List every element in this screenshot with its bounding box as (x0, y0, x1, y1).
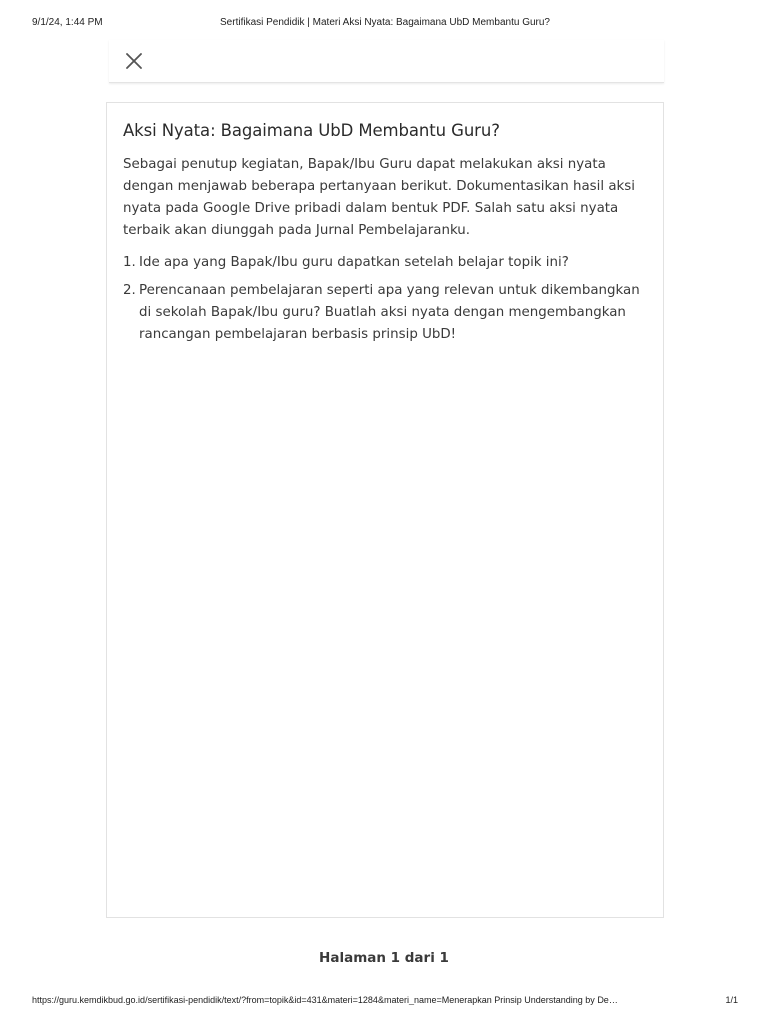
list-item (123, 280, 647, 346)
intro-paragraph: Sebagai penutup kegiatan, Bapak/Ibu Guru dapat melakukan aksi nyata dengan menjawab beberapa pertanyaan berikut. Dokumentasikan hasil aksi nyata pada Google Drive pribadi dalam bentuk PDF. Salah satu aksi nyata terbaik akan diunggah pada Jurnal Pembelajaranku. (123, 157, 636, 238)
page-indicator: Halaman 1 dari 1 (319, 950, 449, 966)
top-bar (109, 40, 664, 83)
print-footer (32, 995, 738, 1009)
print-page-title: Sertifikasi Pendidik | Materi Aksi Nyata: Bagaimana UbD Membantu Guru? (220, 17, 550, 28)
list-item (123, 252, 647, 274)
print-header (32, 17, 738, 31)
close-button[interactable] (123, 50, 145, 72)
question-number: 1. (123, 255, 136, 270)
question-number: 2. (123, 283, 136, 298)
close-icon (123, 50, 145, 72)
question-list (123, 252, 647, 346)
page-title: Aksi Nyata: Bagaimana UbD Membantu Guru? (123, 121, 500, 140)
content-card (106, 102, 664, 918)
question-text: Perencanaan pembelajaran seperti apa yang relevan untuk dikembangkan di sekolah Bapak/Ibu guru? Buatlah aksi nyata dengan mengembangkan rancangan pembelajaran berbasis prinsip UbD! (139, 283, 640, 342)
print-page-count: 1/1 (725, 995, 738, 1005)
print-url: https://guru.kemdikbud.go.id/sertifikasi-pendidik/text/?from=topik&id=431&materi=1284&materi_name=Menerapkan Prinsip Understanding by De… (32, 995, 618, 1005)
content-body (123, 154, 647, 346)
question-text: Ide apa yang Bapak/Ibu guru dapatkan setelah belajar topik ini? (139, 255, 569, 270)
print-datetime: 9/1/24, 1:44 PM (32, 17, 103, 28)
